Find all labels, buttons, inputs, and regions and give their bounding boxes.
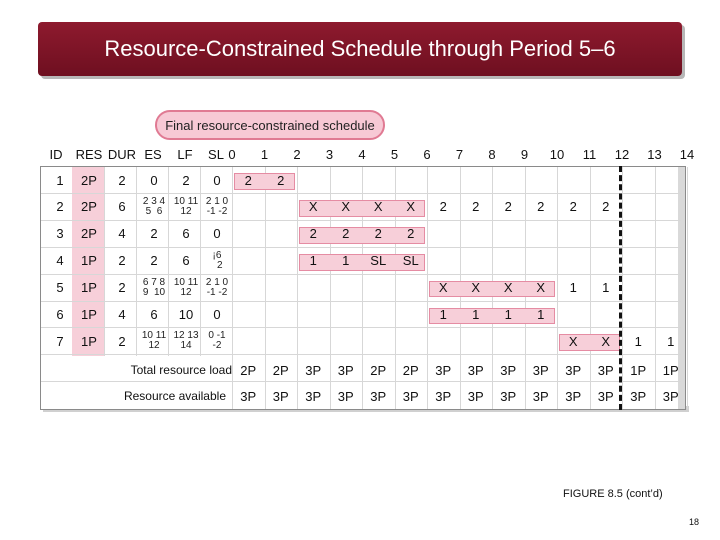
row-3-period-6: 2 (407, 226, 415, 242)
row-6-period-8: 1 (472, 307, 480, 322)
total-resource-load-period-1: 2P (240, 362, 257, 378)
row-2-period-10: 2 (537, 199, 545, 215)
row-5-res: 1P (81, 280, 97, 296)
row-4-period-3: 1 (309, 253, 317, 269)
row-6-period-7: 1 (439, 307, 447, 322)
row-1-res: 2P (81, 172, 97, 188)
header-sl: SL (208, 147, 224, 162)
row-4-res: 1P (81, 253, 97, 269)
total-resource-load-period-4: 3P (337, 362, 354, 378)
row-3-period-3: 2 (309, 226, 317, 242)
resource-available-period-2: 3P (272, 388, 289, 404)
total-resource-load-period-6: 2P (402, 362, 419, 378)
total-resource-load-period-11: 3P (565, 362, 582, 378)
row-2-res: 2P (81, 199, 97, 215)
header-period-6: 6 (423, 147, 431, 162)
row-3-sl: 0 (213, 226, 221, 242)
row-6-dur: 4 (118, 307, 126, 322)
caption-pill: Final resource-constrained schedule (155, 110, 385, 140)
row-7-period-11: X (568, 333, 578, 349)
row-3-period-4: 2 (342, 226, 350, 242)
row-2-period-5: X (373, 199, 383, 215)
resource-available-label: Resource available (123, 389, 226, 403)
total-resource-load-period-8: 3P (467, 362, 484, 378)
row-7-id: 7 (56, 333, 64, 349)
row-6-period-9: 1 (504, 307, 512, 322)
resource-available-period-3: 3P (305, 388, 322, 404)
row-6-id: 6 (56, 307, 64, 322)
row-5-period-11: 1 (569, 280, 577, 296)
row-3-es: 2 (150, 226, 158, 242)
row-2-period-11: 2 (569, 199, 577, 215)
row-6-period-10: 1 (537, 307, 545, 322)
resource-available-period-4: 3P (337, 388, 354, 404)
row-1-es: 0 (150, 172, 158, 188)
total-resource-load-period-9: 3P (500, 362, 517, 378)
row-4-period-6: SL (402, 253, 419, 269)
header-period-7: 7 (455, 147, 464, 162)
row-1-period-2: 2 (277, 172, 285, 188)
grid-v-line (687, 167, 688, 409)
row-1-sl: 0 (213, 172, 221, 188)
resource-available-period-13: 3P (630, 388, 647, 404)
header-period-14: 14 (679, 147, 695, 162)
row-2-period-8: 2 (472, 199, 480, 215)
row-7-period-13: 1 (634, 333, 642, 349)
total-resource-load-period-14: 1P (662, 362, 679, 378)
row-3-res: 2P (81, 226, 97, 242)
row-4-lf: 6 (182, 253, 190, 269)
row-2-dur: 6 (118, 199, 126, 215)
total-resource-load-period-7: 3P (435, 362, 452, 378)
row-5-period-9: X (503, 280, 513, 296)
row-4-sl-scratch-note: ¡6 2 (212, 249, 223, 271)
header-period-8: 8 (488, 147, 496, 162)
row-6-res: 1P (81, 307, 97, 322)
header-period-10: 10 (549, 147, 565, 162)
header-period-4: 4 (358, 147, 366, 162)
row-6-lf: 10 (178, 307, 194, 322)
resource-available-period-7: 3P (435, 388, 452, 404)
header-period-9: 9 (520, 147, 529, 162)
header-period-0: 0 (228, 147, 236, 162)
resource-available-period-1: 3P (240, 388, 257, 404)
row-2-period-12: 2 (602, 199, 610, 215)
row-5-period-12: 1 (602, 280, 610, 296)
header-lf: LF (177, 147, 193, 162)
row-1-period-1: 2 (244, 172, 252, 188)
row-2-period-6: X (406, 199, 416, 215)
row-7-es-scratch-note: 10 11 12 (141, 330, 167, 352)
header-res: RES (75, 147, 103, 162)
header-id: ID (49, 147, 63, 162)
total-resource-load-period-12: 3P (597, 362, 614, 378)
resource-available-period-14: 3P (662, 388, 679, 404)
row-6-sl: 0 (213, 307, 221, 322)
row-4-id: 4 (56, 253, 64, 269)
row-7-res: 1P (81, 333, 97, 349)
resource-available-period-11: 3P (565, 388, 582, 404)
row-2-sl-scratch-note: 2 1 0 -1 -2 (205, 195, 229, 217)
row-3-dur: 4 (118, 226, 126, 242)
row-2-period-3: X (308, 199, 318, 215)
row-4-period-5: SL (370, 253, 387, 269)
header-period-2: 2 (293, 147, 301, 162)
header-period-3: 3 (325, 147, 334, 162)
total-resource-load-label: Total resource load (130, 363, 232, 377)
row-1-dur: 2 (118, 172, 126, 188)
row-4-es: 2 (150, 253, 158, 269)
row-7-sl-scratch-note: 0 -1 -2 (208, 330, 226, 352)
slide-title-bar (38, 22, 682, 76)
row-7-lf-scratch-note: 12 13 14 (173, 330, 199, 352)
header-period-11: 11 (582, 147, 597, 162)
row-2-period-4: X (341, 199, 351, 215)
row-1-lf: 2 (182, 172, 190, 188)
row-1-id: 1 (56, 172, 64, 188)
figure-label: FIGURE 8.5 (cont’d) (563, 488, 663, 500)
header-period-5: 5 (390, 147, 399, 162)
time-marker-dashed-line (619, 166, 622, 410)
row-7-period-14: 1 (667, 333, 675, 349)
row-2-id: 2 (56, 199, 64, 215)
row-3-period-5: 2 (374, 226, 382, 242)
resource-available-period-12: 3P (597, 388, 614, 404)
row-5-dur: 2 (118, 280, 126, 296)
row-5-es-scratch-note: 6 7 8 9 10 (142, 276, 166, 298)
total-resource-load-period-5: 2P (370, 362, 387, 378)
total-resource-load-period-2: 2P (272, 362, 289, 378)
page-number: 18 (689, 517, 700, 527)
resource-available-period-5: 3P (370, 388, 387, 404)
header-dur: DUR (107, 147, 137, 162)
row-2-period-9: 2 (504, 199, 512, 215)
row-5-lf-scratch-note: 10 11 12 (173, 276, 199, 298)
row-2-es-scratch-note: 2 3 4 5 6 (142, 195, 166, 217)
row-5-sl-scratch-note: 2 1 0 -1 -2 (205, 276, 229, 298)
resource-available-period-6: 3P (402, 388, 419, 404)
slide-title: Resource-Constrained Schedule through Period 5–6 (104, 36, 616, 61)
row-7-dur: 2 (118, 333, 126, 349)
header-es: ES (144, 147, 162, 162)
header-period-13: 13 (647, 147, 662, 162)
row-7-period-12: X (601, 333, 611, 349)
row-5-id: 5 (56, 280, 64, 296)
row-2-lf-scratch-note: 10 11 12 (173, 195, 199, 217)
resource-available-period-8: 3P (467, 388, 484, 404)
row-5-period-7: X (438, 280, 448, 296)
row-5-period-10: X (536, 280, 546, 296)
header-period-12: 12 (614, 147, 630, 162)
row-2-period-7: 2 (439, 199, 447, 215)
total-resource-load-period-3: 3P (305, 362, 322, 378)
row-4-dur: 2 (118, 253, 126, 269)
row-6-es: 6 (150, 307, 158, 322)
total-resource-load-period-13: 1P (630, 362, 647, 378)
total-resource-load-period-10: 3P (532, 362, 549, 378)
row-5-period-8: X (471, 280, 481, 296)
resource-available-period-10: 3P (532, 388, 549, 404)
header-period-1: 1 (260, 147, 269, 162)
grid-h-line (41, 354, 681, 355)
row-3-id: 3 (56, 226, 64, 242)
resource-available-period-9: 3P (500, 388, 517, 404)
row-4-period-4: 1 (342, 253, 350, 269)
row-3-lf: 6 (182, 226, 190, 242)
